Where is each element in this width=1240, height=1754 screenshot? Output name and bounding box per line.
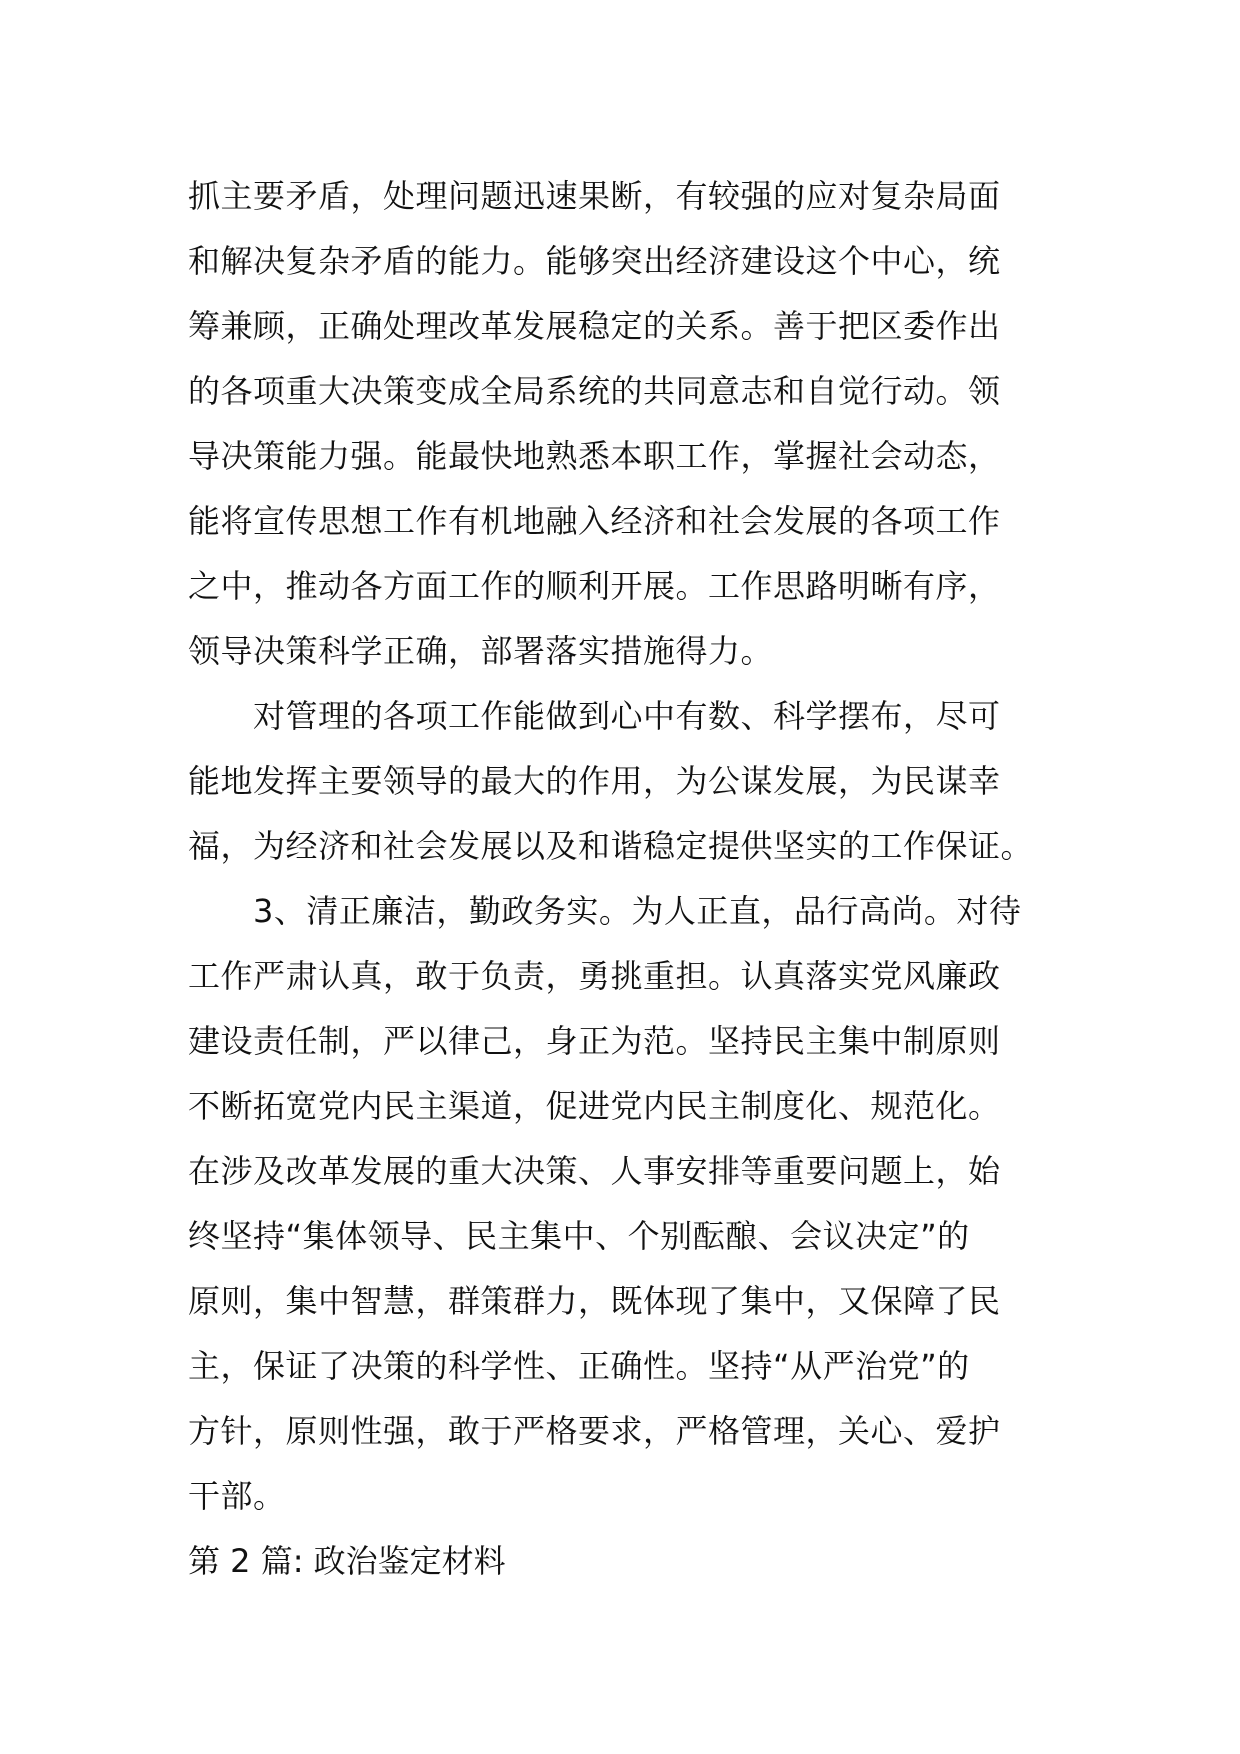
text-line: 能将宣传思想工作有机地融入经济和社会发展的各项工作 <box>188 502 1001 540</box>
text-line: 不断拓宽党内民主渠道，促进党内民主制度化、规范化。 <box>188 1087 1001 1125</box>
text-line: 领导决策科学正确，部署落实措施得力。 <box>188 632 774 670</box>
document-page <box>188 164 1058 1594</box>
section-heading: 第 2 篇: 政治鉴定材料 <box>188 1542 506 1580</box>
text-line: 在涉及改革发展的重大决策、人事安排等重要问题上，始 <box>188 1152 1001 1190</box>
text-line: 工作严肃认真，敢于负责，勇挑重担。认真落实党风廉政 <box>188 957 1001 995</box>
text-line: 筹兼顾，正确处理改革发展稳定的关系。善于把区委作出 <box>188 307 1001 345</box>
text-line: 福，为经济和社会发展以及和谐稳定提供坚实的工作保证。 <box>188 827 1034 865</box>
text-line: 主，保证了决策的科学性、正确性。坚持“从严治党”的 <box>188 1347 970 1385</box>
text-line: 原则，集中智慧，群策群力，既体现了集中，又保障了民 <box>188 1282 1001 1320</box>
text-line: 和解决复杂矛盾的能力。能够突出经济建设这个中心，统 <box>188 242 1001 280</box>
text-line: 之中，推动各方面工作的顺利开展。工作思路明晰有序， <box>188 567 1001 605</box>
text-line: 的各项重大决策变成全局系统的共同意志和自觉行动。领 <box>188 372 1001 410</box>
text-line: 3、清正廉洁，勤政务实。为人正直，品行高尚。对待 <box>188 892 1022 930</box>
text-line: 抓主要矛盾，处理问题迅速果断，有较强的应对复杂局面 <box>188 177 1001 215</box>
text-line: 干部。 <box>188 1477 286 1515</box>
text-line: 终坚持“集体领导、民主集中、个别酝酿、会议决定”的 <box>188 1217 970 1255</box>
text-line: 建设责任制，严以律己，身正为范。坚持民主集中制原则 <box>188 1022 1001 1060</box>
text-line: 方针，原则性强，敢于严格要求，严格管理，关心、爱护 <box>188 1412 1001 1450</box>
text-line: 对管理的各项工作能做到心中有数、科学摆布，尽可 <box>188 697 1001 735</box>
text-line: 导决策能力强。能最快地熟悉本职工作，掌握社会动态， <box>188 437 1001 475</box>
text-line: 能地发挥主要领导的最大的作用，为公谋发展，为民谋幸 <box>188 762 1001 800</box>
